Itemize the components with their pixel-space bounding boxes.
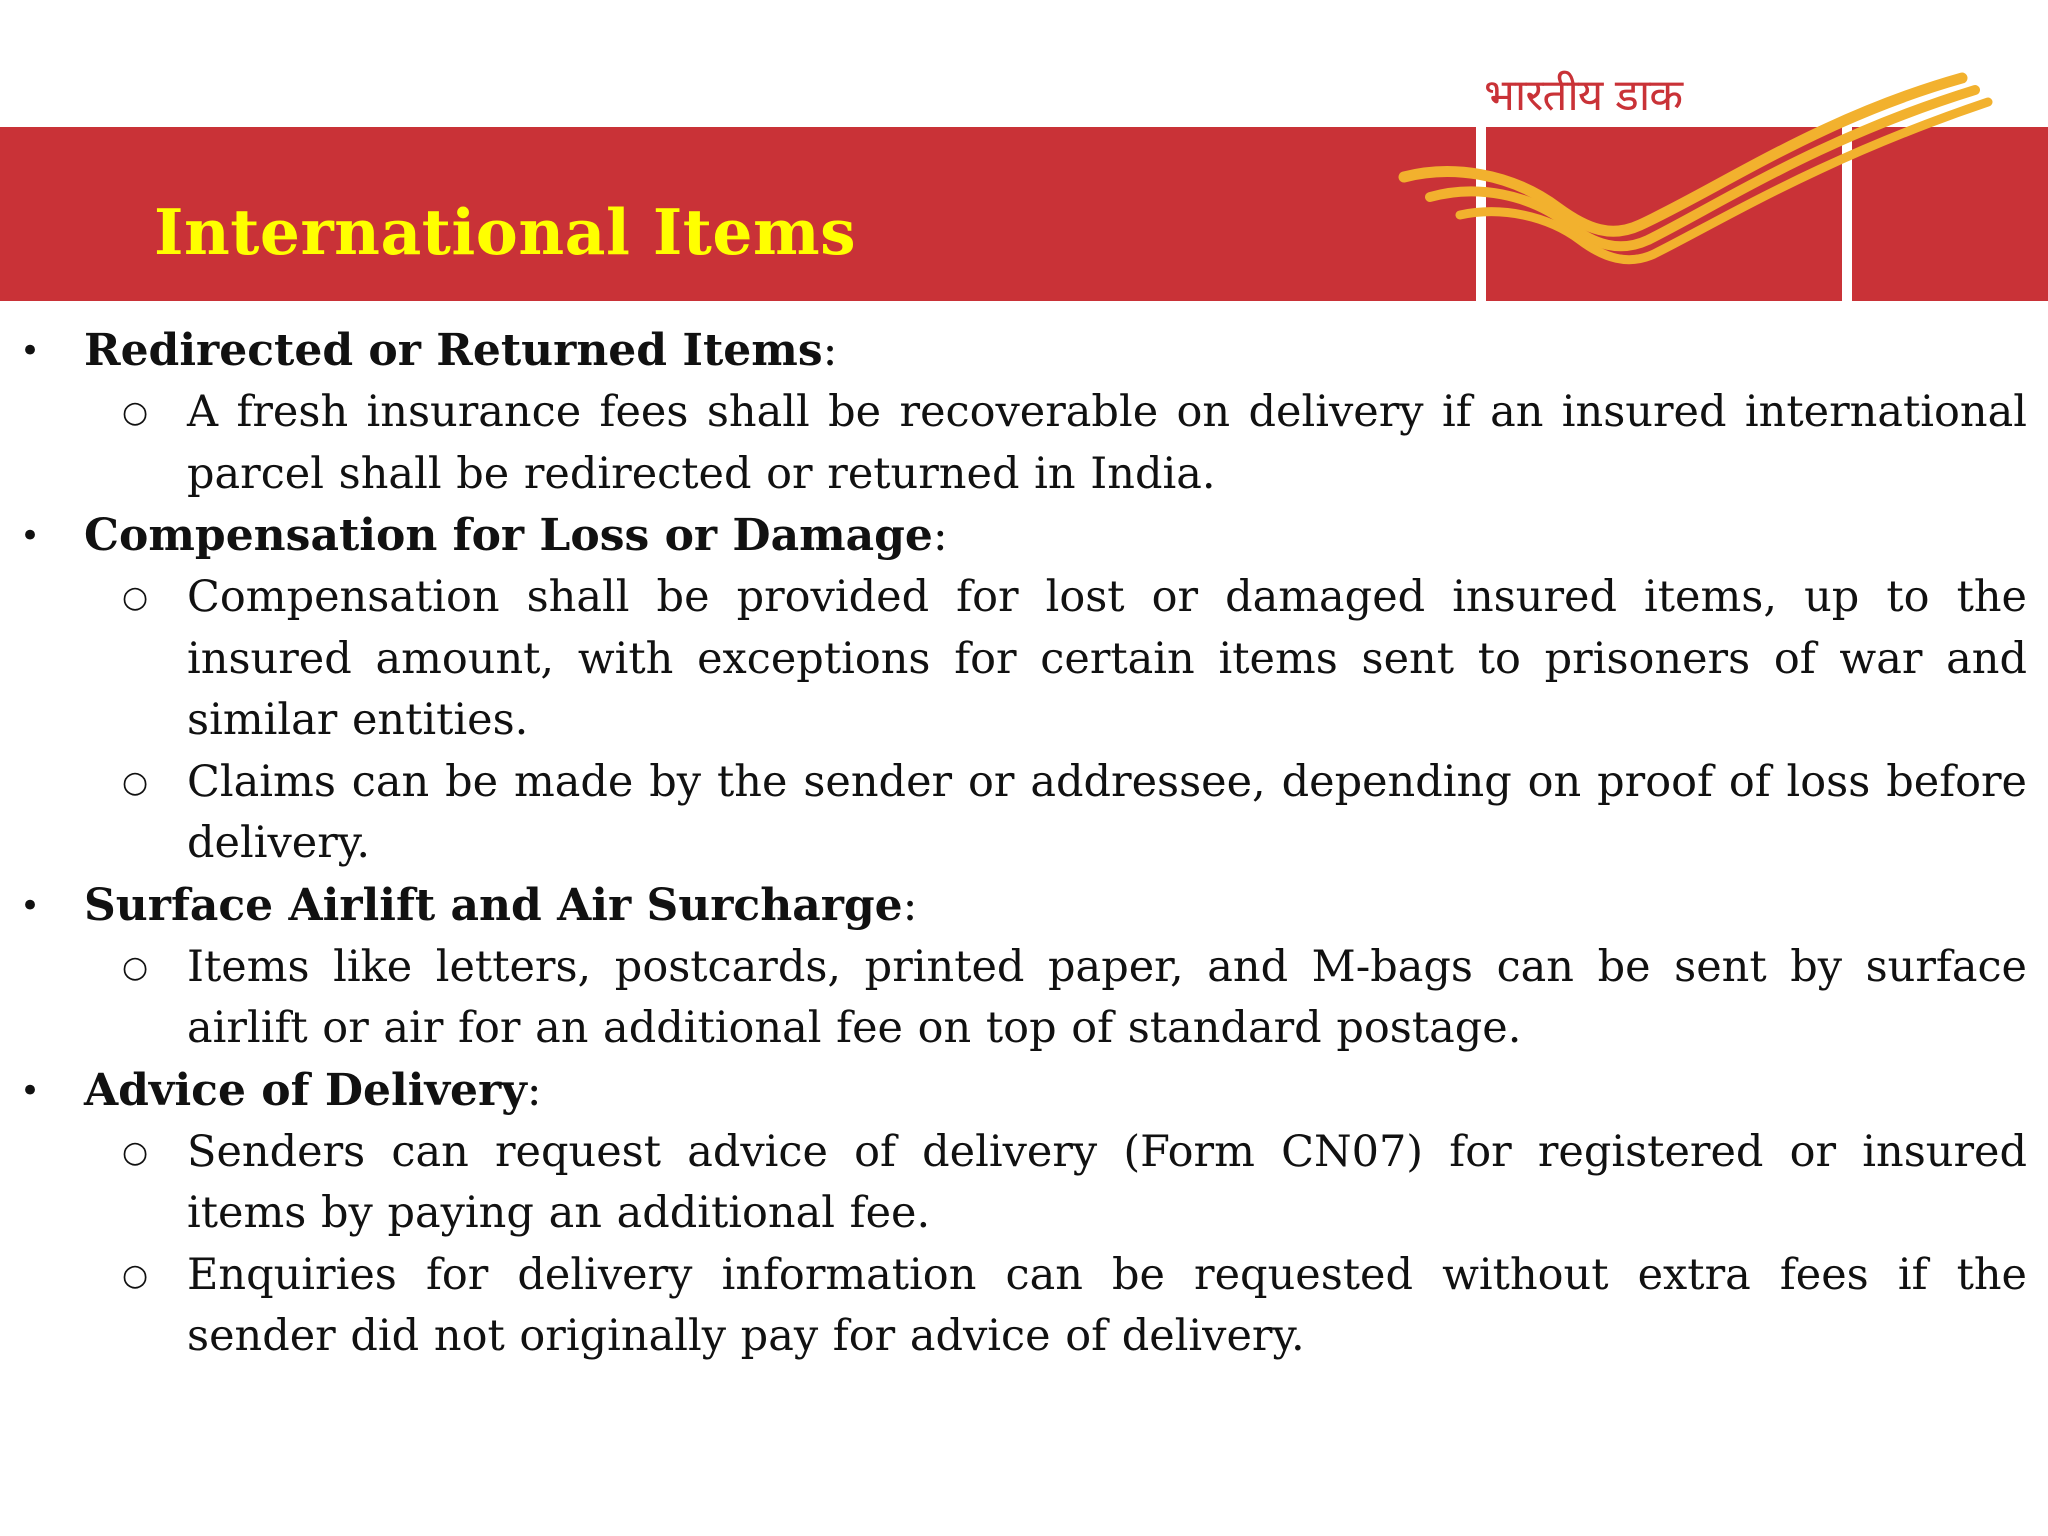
bullet-icon: •	[20, 885, 41, 926]
list-item	[0, 382, 2027, 505]
list-item	[0, 567, 2027, 752]
heading-colon: :	[822, 325, 838, 376]
topic-surface-airlift	[0, 875, 2048, 1060]
bullet-icon: •	[20, 516, 41, 556]
point-text: Enquiries for delivery information can be requested without extra fees if the sender did not originally pay for advice of delivery.	[187, 1249, 2027, 1361]
india-post-logo-icon	[1390, 60, 2010, 310]
slide-content	[0, 320, 2048, 1368]
topic-compensation	[0, 505, 2048, 875]
circle-bullet-icon: ○	[122, 395, 149, 430]
heading-colon: :	[526, 1064, 542, 1116]
topic-heading: Compensation for Loss or Damage	[84, 510, 933, 561]
point-text: Senders can request advice of delivery (Form CN07) for registered or insured items by paying an additional fee.	[187, 1126, 2027, 1238]
bullet-icon: •	[20, 331, 41, 371]
topic-advice-of-delivery	[0, 1060, 2048, 1368]
logo-post-left	[1476, 127, 1486, 310]
circle-bullet-icon: ○	[122, 1257, 149, 1293]
heading-colon: :	[932, 510, 948, 561]
logo-post-right	[1842, 98, 1852, 310]
logo-text: भारतीय डाक	[1484, 70, 1683, 121]
topic-heading: Advice of Delivery	[84, 1064, 527, 1116]
topic-heading: Surface Airlift and Air Surcharge	[84, 879, 903, 931]
list-item	[0, 752, 2027, 875]
point-text: Compensation shall be provided for lost or damaged insured items, up to the insured amount, with exceptions for certain items sent to prisoners of war and similar entities.	[187, 572, 2027, 745]
heading-colon: :	[902, 879, 918, 931]
topic-heading: Redirected or Returned Items	[84, 325, 823, 376]
point-text: A fresh insurance fees shall be recoverable on delivery if an insured international parcel shall be redirected or returned in India.	[187, 387, 2027, 499]
circle-bullet-icon: ○	[122, 580, 149, 615]
bullet-icon: •	[20, 1070, 41, 1111]
circle-bullet-icon: ○	[122, 764, 149, 800]
point-text: Items like letters, postcards, printed paper, and M-bags can be sent by surface airlift or air for an additional fee on top of standard postage.	[187, 941, 2027, 1053]
topic-redirected-returned	[0, 320, 2048, 505]
slide-title: International Items	[154, 195, 857, 269]
circle-bullet-icon: ○	[122, 1134, 149, 1170]
list-item	[0, 1122, 2027, 1245]
circle-bullet-icon: ○	[122, 949, 149, 985]
list-item	[0, 937, 2027, 1060]
list-item	[0, 1245, 2027, 1368]
point-text: Claims can be made by the sender or addressee, depending on proof of loss before delivery.	[187, 756, 2027, 868]
